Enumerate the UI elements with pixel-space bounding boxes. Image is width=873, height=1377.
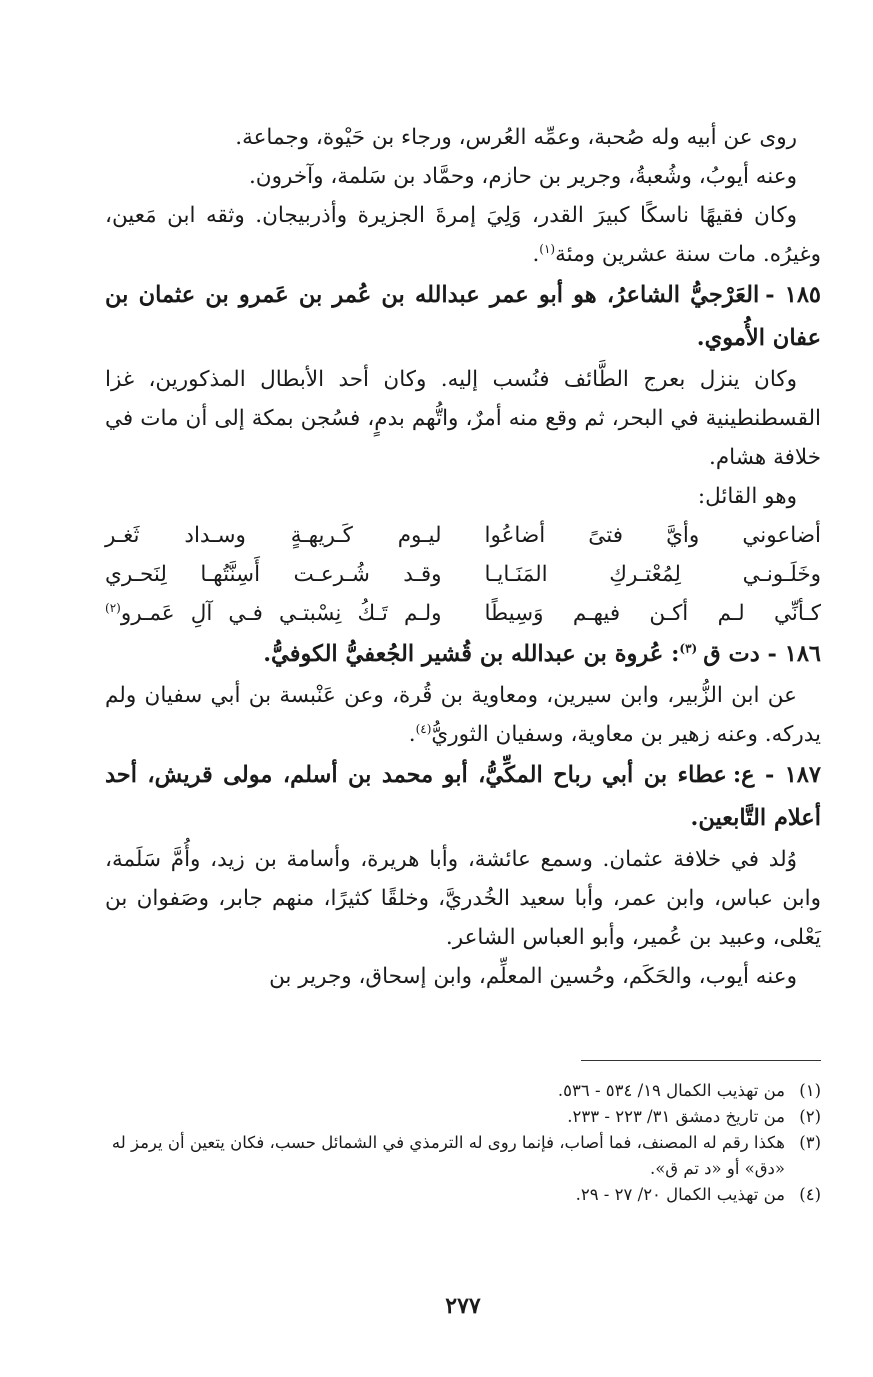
paragraph-3-text: وكان فقيهًا ناسكًا كبيرَ القدر، وَلِيَ إمرةَ الجزيرة وأذربيجان. وثقه ابن مَعين، وغيرُه. مات سنة عشرين ومئة	[105, 203, 821, 267]
paragraph-1: روى عن أبيه وله صُحبة، وعمِّه العُرس، ورجاء بن حَيْوة، وجماعة.	[235, 125, 797, 150]
verse-1	[105, 516, 821, 555]
footnote-text: من تهذيب الكمال ٢٠/ ٢٧ - ٢٩.	[575, 1185, 785, 1204]
footnote-4	[105, 1182, 821, 1208]
footnote-text: من تاريخ دمشق ٣١/ ٢٢٣ - ٢٣٣.	[567, 1107, 785, 1126]
footnote-ref-2[interactable]: (٢)	[105, 600, 121, 615]
paragraph-6-end: .	[408, 722, 416, 747]
paragraph-3	[105, 196, 821, 274]
footnote-1	[105, 1078, 821, 1104]
entry-title-185: العَرْجيُّ الشاعرُ، هو أبو عمر عبدالله بن عُمر بن عَمرو بن عثمان بن عفان الأُموي.	[105, 282, 821, 351]
verse-2-first-hemistich: وخَلَـونـي لِمُعْتـركِ المَنَـايـا	[484, 562, 821, 587]
paragraph-2: وعنه أيوبُ، وشُعبةُ، وجرير بن حازم، وحمَّاد بن سَلمة، وآخرون.	[248, 164, 797, 189]
verse-2	[105, 555, 821, 594]
footnote-ref-1[interactable]: (١)	[539, 241, 556, 256]
verse-2-second-hemistich: وقـد شُـرعـت أَسِنَّتُهـا لِنَحـري	[105, 562, 442, 587]
entry-heading-186	[105, 633, 821, 676]
footnote-3	[105, 1130, 821, 1182]
footnote-text: هكذا رقم له المصنف، فما أصاب، فإنما روى له الترمذي في الشمائل حسب، فكان يتعين أن يرمز له «دق» أو «د تم ق».	[111, 1133, 785, 1178]
footnotes	[105, 1078, 821, 1208]
paragraph-3-end: .	[532, 242, 540, 267]
verse-1-second-hemistich: ليـوم كَـريهـةٍ وسـداد ثَغـر	[105, 523, 442, 548]
entry-number-185: ١٨٥ -	[765, 282, 822, 308]
paragraph-8: وعنه أيوب، والحَكَم، وحُسين المعلِّم، وابن إسحاق، وجرير بن	[269, 964, 797, 989]
paragraph-7: وُلد في خلافة عثمان. وسمع عائشة، وأبا هريرة، وأسامة بن زيد، وأُمَّ سَلَمة، وابن عباس، وابن عمر، وأبا سعيد الخُدريَّ، وخلقًا كثيرًا، منهم جابر، وصَفوان بن يَعْلى، وعبيد بن عُمير، وأبو العباس الشاعر.	[105, 847, 821, 950]
paragraph-6	[105, 676, 821, 754]
verse-1-first-hemistich: أضاعوني وأيَّ فتىً أضاعُوا	[484, 523, 821, 548]
book-page	[105, 118, 821, 1377]
paragraph-5: وهو القائل:	[697, 484, 797, 509]
paragraph-4: وكان ينزل بعرج الطَّائف فنُسب إليه. وكان أحد الأبطال المذكورين، غزا القسطنطينية في البحر، ثم وقع منه أمرٌ، واتُّهم بدمٍ، فسُجن بمكة إلى أن مات في خلافة هشام.	[105, 367, 821, 470]
entry-title-186: : عُروة بن عبدالله بن قُشير الجُعفيُّ الكوفيُّ.	[263, 641, 680, 667]
footnote-ref-3[interactable]: (٣)	[679, 641, 698, 656]
footnote-divider	[581, 1060, 821, 1061]
footnote-ref-4[interactable]: (٤)	[415, 721, 432, 736]
verse-3-second-hemistich	[105, 594, 442, 633]
entry-title-187: عطاء بن أبي رباح المكِّيُّ، أبو محمد بن أسلم، مولى قريش، أحد أعلام التَّابعين.	[105, 762, 821, 831]
paragraph-6-text: عن ابن الزُّبير، وابن سيرين، ومعاوية بن قُرة، وعن عَنْبسة بن أبي سفيان ولم يدركه. وعنه زهير بن معاوية، وسفيان الثوريُّ	[105, 683, 821, 747]
footnote-number: (٢)	[799, 1107, 821, 1126]
footnote-number: (٤)	[799, 1185, 821, 1204]
verse-3	[105, 594, 821, 633]
footnote-number: (١)	[799, 1081, 821, 1100]
entry-number-187: ١٨٧ - ع:	[732, 762, 821, 788]
page-number: ٢٧٧	[445, 1293, 481, 1319]
verse-3-first-hemistich: كـأنِّي لـم أكـن فيهـم وَسِيطًا	[484, 601, 821, 626]
footnote-2	[105, 1104, 821, 1130]
entry-number-186: ١٨٦ - دت ق	[703, 641, 821, 667]
entry-heading-187	[105, 754, 821, 840]
footnote-number: (٣)	[799, 1133, 821, 1152]
verse-3-second-text: ولـم تَـكُ نِسْبتـي فـي آلِ عَمـرو	[120, 601, 442, 626]
footnote-text: من تهذيب الكمال ١٩/ ٥٣٤ - ٥٣٦.	[557, 1081, 785, 1100]
poem	[105, 516, 821, 633]
main-text	[105, 118, 821, 996]
entry-heading-185	[105, 274, 821, 360]
